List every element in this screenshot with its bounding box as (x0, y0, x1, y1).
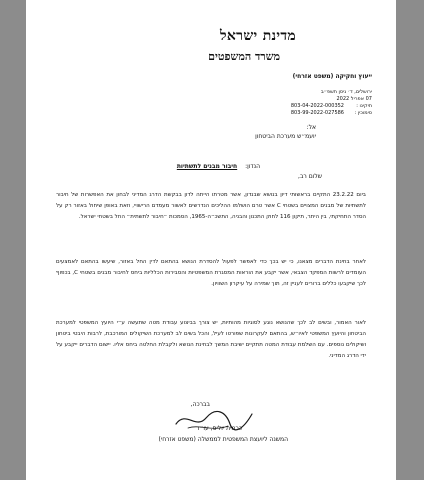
paragraph-2: לאחר בחינת הדברים מצאנו, כי יש בכך כדי לאפשר לפעול להסדרת הנושא בהתאם לדין החל באזור, שיעשו בהתאם לאמצעים העומדים לרשות המפקד הצבאי, אשר יקבע את הוראות המסגרת המשפטיות והסבירות הכלליות ביחס לחיבור מבנים בשטחי C, בכפוף לכך שיקבעו כללים ברורים לעניין זה, תוך שמירה על עיקרון השוויון. (56, 259, 366, 287)
letter-page (26, 0, 396, 480)
gregorian-date: 07 אפריל 2022 (336, 96, 372, 102)
subject-line (177, 163, 260, 170)
letterhead-state: מדינת ישראל (220, 28, 296, 44)
recipient: יועמ״ש מערכת הביטחון (255, 133, 316, 140)
department-label: ייעוץ וחקיקה (משפט אזרחי) (292, 73, 372, 80)
greeting: שלום רב, (298, 173, 322, 180)
letterhead-ministry: משרד המשפטים (208, 50, 280, 63)
file-label: תיקינו : (356, 103, 372, 109)
signatory-title: המשנה ליועצת המשפטית לממשלה (משפט אזרחי) (158, 436, 288, 443)
to-label: אל: (306, 124, 316, 131)
closing: בברכה, (190, 401, 210, 408)
paragraph-3: לאור האמור, ובשים לב לכך שהנושא נוגע לסוגיות מהותיות, יש צורך בביצוע עבודת מטה שתעשה ע״י היועץ המשפטי למערכת הביטחון והיועץ המשפטי לאיו״ש, בהתאם לעקרונות שפורטו לעיל, והכל בשים לב למערכת השיקולים המורכבת, לרבות היבטי ביטחון ושיקולים נוספים. עם השלמת עבודת המטה תתקיים ישיבת המשך לבחינת הנושא ולקבלת החלטה ביחס אליו. יישום הדברים ייקבע על ידי הדרג המדיני. (56, 320, 366, 359)
ref-number: 803-99-2022-027586 (290, 110, 344, 116)
paragraph-1: ביום 23.2.22 התקיים בראשותי דיון בנושא שבנדון, אשר מטרתו הייתה לדון בבקשת הדרג המדיני לבחון את האפשרות של חיבור לתשתיות של מבנים המצויים בשטחי C אשר טרם הושלמו ההליכים הנדרשים לאשור מעמדם הרישויי, וזאת באופן שיחול באזור רק על הסדר התחיקתי, בין היתר, תיקון 116 לחוק התכנון והבניה, התשכ״ה-1965, הסמכות ״חיבור לתשתית״ החל בשטחי ישראל. (56, 192, 366, 220)
subject-value: חיבור מבנים לתשתיות (176, 163, 238, 170)
place-date: ירושלים, ד׳ ניסן תשפ״ב (320, 89, 372, 95)
signatory-name: כרמית יוליס, עו״ד (196, 425, 242, 432)
subject-label: הנדון: (245, 163, 260, 170)
ref-label: סימוכין : (354, 110, 372, 116)
file-number: 803-04-2022-000352 (290, 103, 344, 109)
